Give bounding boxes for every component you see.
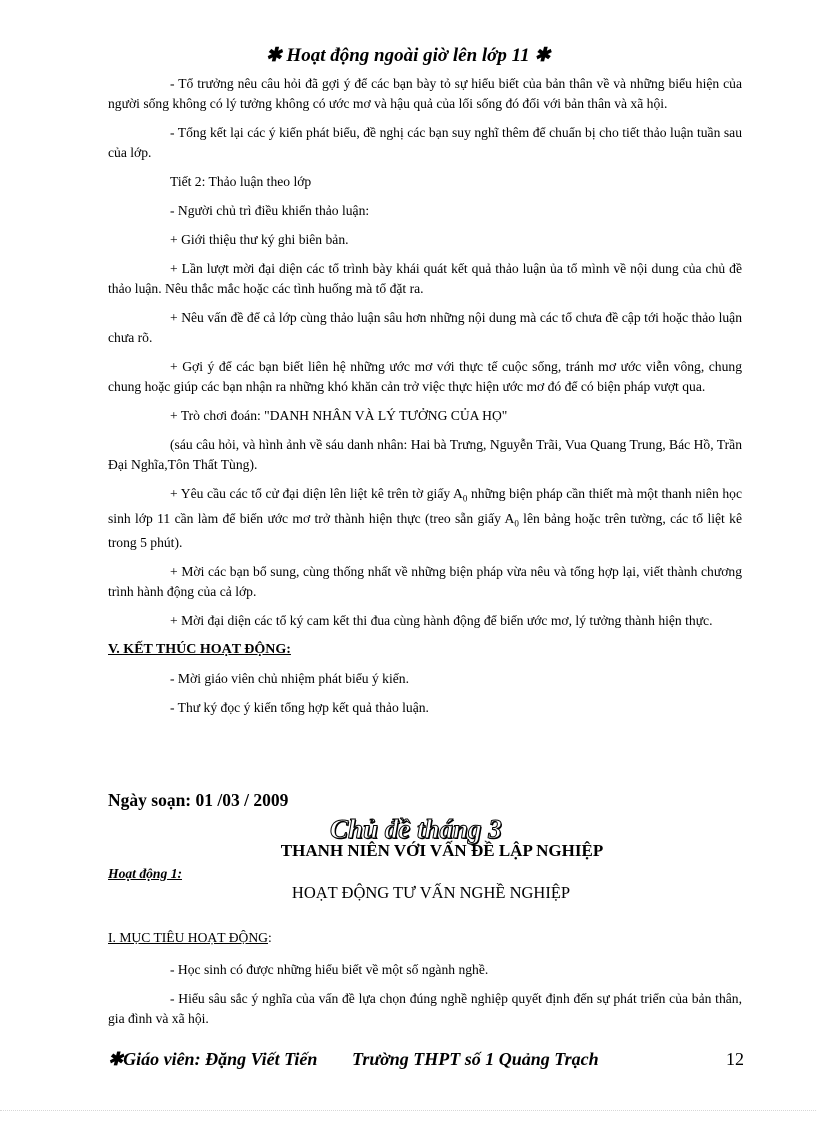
a0-part3: lên bảng hoặc trên tường, các tổ liệt kê trong 5 phút).	[108, 510, 743, 551]
objectives-heading-suffix: :	[267, 930, 272, 945]
paragraph: + Mời các bạn bổ sung, cùng thống nhất về những biện pháp vừa nêu và tổng hợp lại, viết thành chương trình hành động của cả lớp.	[108, 564, 742, 600]
paragraph: Tiết 2: Thảo luận theo lớp	[170, 174, 312, 189]
a0-subscript: 0	[514, 518, 519, 529]
paragraph: (sáu câu hỏi, và hình ảnh về sáu danh nhân: Hai bà Trưng, Nguyễn Trãi, Vua Quang Trung, Bác Hồ, Trần Đại Nghĩa,Tôn Thất Tùng).	[108, 437, 742, 472]
list-item: - Hiểu sâu sắc ý nghĩa của vấn đề lựa chọn đúng nghề nghiệp quyết định đến sự phát triển của bản thân, gia đình và xã hội.	[108, 991, 742, 1026]
list-item: - Thư ký đọc ý kiến tổng hợp kết quả thảo luận.	[170, 700, 429, 716]
a0-part1: + Yêu cầu các tổ cử đại diện lên liệt kê trên tờ giấy A	[170, 486, 463, 501]
page-number: 12	[726, 1049, 744, 1069]
paragraph-a0	[108, 484, 742, 553]
objectives-block	[108, 928, 742, 1038]
paragraph: - Tổng kết lại các ý kiến phát biểu, đề nghị các bạn suy nghĩ thêm để chuẩn bị cho tiết thảo luận tuần sau của lớp.	[108, 125, 742, 160]
paragraph: + Nêu vấn đề để cả lớp cùng thảo luận sâu hơn những nội dung mà các tổ chưa đề cập tới hoặc thảo luận chưa rõ.	[108, 310, 742, 345]
paragraph: + Mời đại diện các tổ ký cam kết thi đua cùng hành động để biến ước mơ, lý tưởng thành hiện thực.	[170, 613, 713, 629]
a0-subscript: 0	[462, 493, 468, 504]
objectives-heading	[108, 928, 742, 948]
footer-school: Trường THPT số 1 Quảng Trạch	[352, 1049, 599, 1069]
objectives-heading-text: I. MỤC TIÊU HOẠT ĐỘNG	[108, 930, 268, 945]
activity-label: Hoạt động 1:	[108, 866, 183, 881]
topic-title: Chủ đề tháng 3	[330, 814, 502, 844]
body-text	[108, 74, 742, 727]
page-header: ✱ Hoạt động ngoài giờ lên lớp 11 ✱	[265, 45, 551, 66]
paragraph: + Gợi ý để các bạn biết liên hệ những ước mơ với thực tế cuộc sống, tránh mơ ước viễn vông, chung chung hoặc giúp các bạn nhận ra những khó khăn cản trở việc thực hiện ước mơ đó để có biện pháp vượt qua.	[108, 359, 742, 394]
topic-subtitle: THANH NIÊN VỚI VẤN ĐỀ LẬP NGHIỆP	[280, 841, 604, 860]
a0-part2: những biện pháp cần thiết mà một thanh niên học sinh lớp 11 cần làm để biến ước mơ trở thành hiện thực (treo sẵn giấy A	[108, 486, 742, 526]
activity-title: HOẠT ĐỘNG TƯ VẤN NGHỀ NGHIỆP	[291, 883, 571, 902]
paragraph: - Tổ trưởng nêu câu hỏi đã gợi ý để các bạn bày tỏ sự hiểu biết của bản thân về và những biểu hiện của người sống không có lý tưởng không có ước mơ và hậu quả của lối sống đó đối với bản thân và xã hội.	[108, 76, 742, 111]
paragraph: + Giới thiệu thư ký ghi biên bản.	[170, 232, 349, 247]
list-item: - Mời giáo viên chủ nhiệm phát biểu ý kiến.	[170, 671, 409, 687]
list-item: - Học sinh có được những hiểu biết về một số ngành nghề.	[170, 962, 489, 977]
paragraph: + Trò chơi đoán: "DANH NHÂN VÀ LÝ TƯỞNG CỦA HỌ"	[170, 408, 508, 423]
section-heading: V. KẾT THÚC HOẠT ĐỘNG:	[108, 642, 291, 658]
footer-teacher: ✱Giáo viên: Đặng Viết Tiến	[108, 1049, 318, 1069]
date-line: Ngày soạn: 01 /03 / 2009	[108, 790, 289, 810]
paragraph: - Người chủ trì điều khiển thảo luận:	[170, 203, 370, 218]
paragraph: + Lần lượt mời đại diện các tổ trình bày khái quát kết quả thảo luận ủa tổ mình về nội dung của chủ đề thảo luận. Nêu thắc mắc hoặc các tình huống mà tổ đặt ra.	[108, 261, 742, 296]
page-bottom-divider	[0, 1110, 816, 1111]
